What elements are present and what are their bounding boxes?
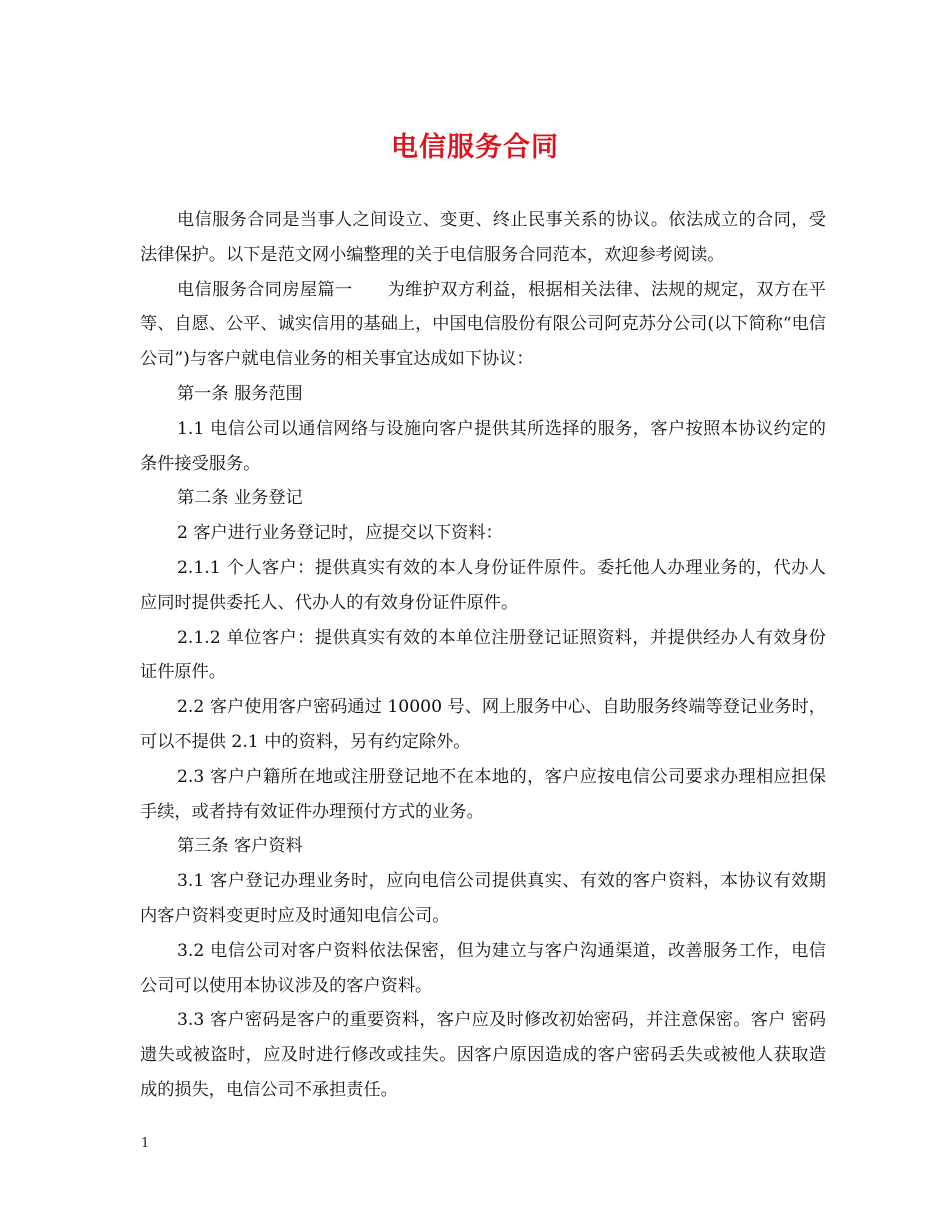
intro-paragraph: 电信服务合同是当事人之间设立、变更、终止民事关系的协议。依法成立的合同，受法律保护。以下是范文网小编整理的关于电信服务合同范本，欢迎参考阅读。 xyxy=(140,210,826,265)
article-2-heading: 第二条 业务登记 xyxy=(176,488,303,509)
clause-2-2: 2.2 客户使用客户密码通过 10000 号、网上服务中心、自助服务终端等登记业务时，可以不提供 2.1 中的资料，另有约定除外。 xyxy=(140,697,826,752)
clause-2: 2 客户进行业务登记时，应提交以下资料： xyxy=(176,523,503,544)
article-3-heading: 第三条 客户资料 xyxy=(176,836,303,857)
preamble-paragraph: 电信服务合同房屋篇一 为维护双方利益，根据相关法律、法规的规定，双方在平等、自愿、公平、诚实信用的基础上，中国电信股份有限公司阿克苏分公司(以下简称“电信公司”)与客户就电信业务的相关事宜达成如下协议： xyxy=(140,279,826,370)
clause-1-1: 1.1 电信公司以通信网络与设施向客户提供其所选择的服务，客户按照本协议约定的条件接受服务。 xyxy=(140,418,826,474)
clause-2-1-2: 2.1.2 单位客户：提供真实有效的本单位注册登记证照资料，并提供经办人有效身份证件原件。 xyxy=(140,627,826,683)
document-title: 电信服务合同 xyxy=(391,132,559,163)
article-1-heading: 第一条 服务范围 xyxy=(176,383,303,404)
document-body xyxy=(140,203,826,1108)
clause-3-1: 3.1 客户登记办理业务时，应向电信公司提供真实、有效的客户资料，本协议有效期内客户资料变更时应及时通知电信公司。 xyxy=(140,871,826,926)
clause-3-2: 3.2 电信公司对客户资料依法保密，但为建立与客户沟通渠道，改善服务工作，电信公司可以使用本协议涉及的客户资料。 xyxy=(140,940,826,996)
clause-2-1-1: 2.1.1 个人客户：提供真实有效的本人身份证件原件。委托他人办理业务的，代办人应同时提供委托人、代办人的有效身份证件原件。 xyxy=(140,557,826,613)
page-number: 1 xyxy=(141,1136,150,1151)
clause-2-3: 2.3 客户户籍所在地或注册登记地不在本地的，客户应按电信公司要求办理相应担保手续，或者持有效证件办理预付方式的业务。 xyxy=(140,766,826,822)
clause-3-3: 3.3 客户密码是客户的重要资料，客户应及时修改初始密码，并注意保密。客户 密码遗失或被盗时，应及时进行修改或挂失。因客户原因造成的客户密码丢失或被他人获取造成的损失，电信公司不承担责任。 xyxy=(140,1010,826,1100)
